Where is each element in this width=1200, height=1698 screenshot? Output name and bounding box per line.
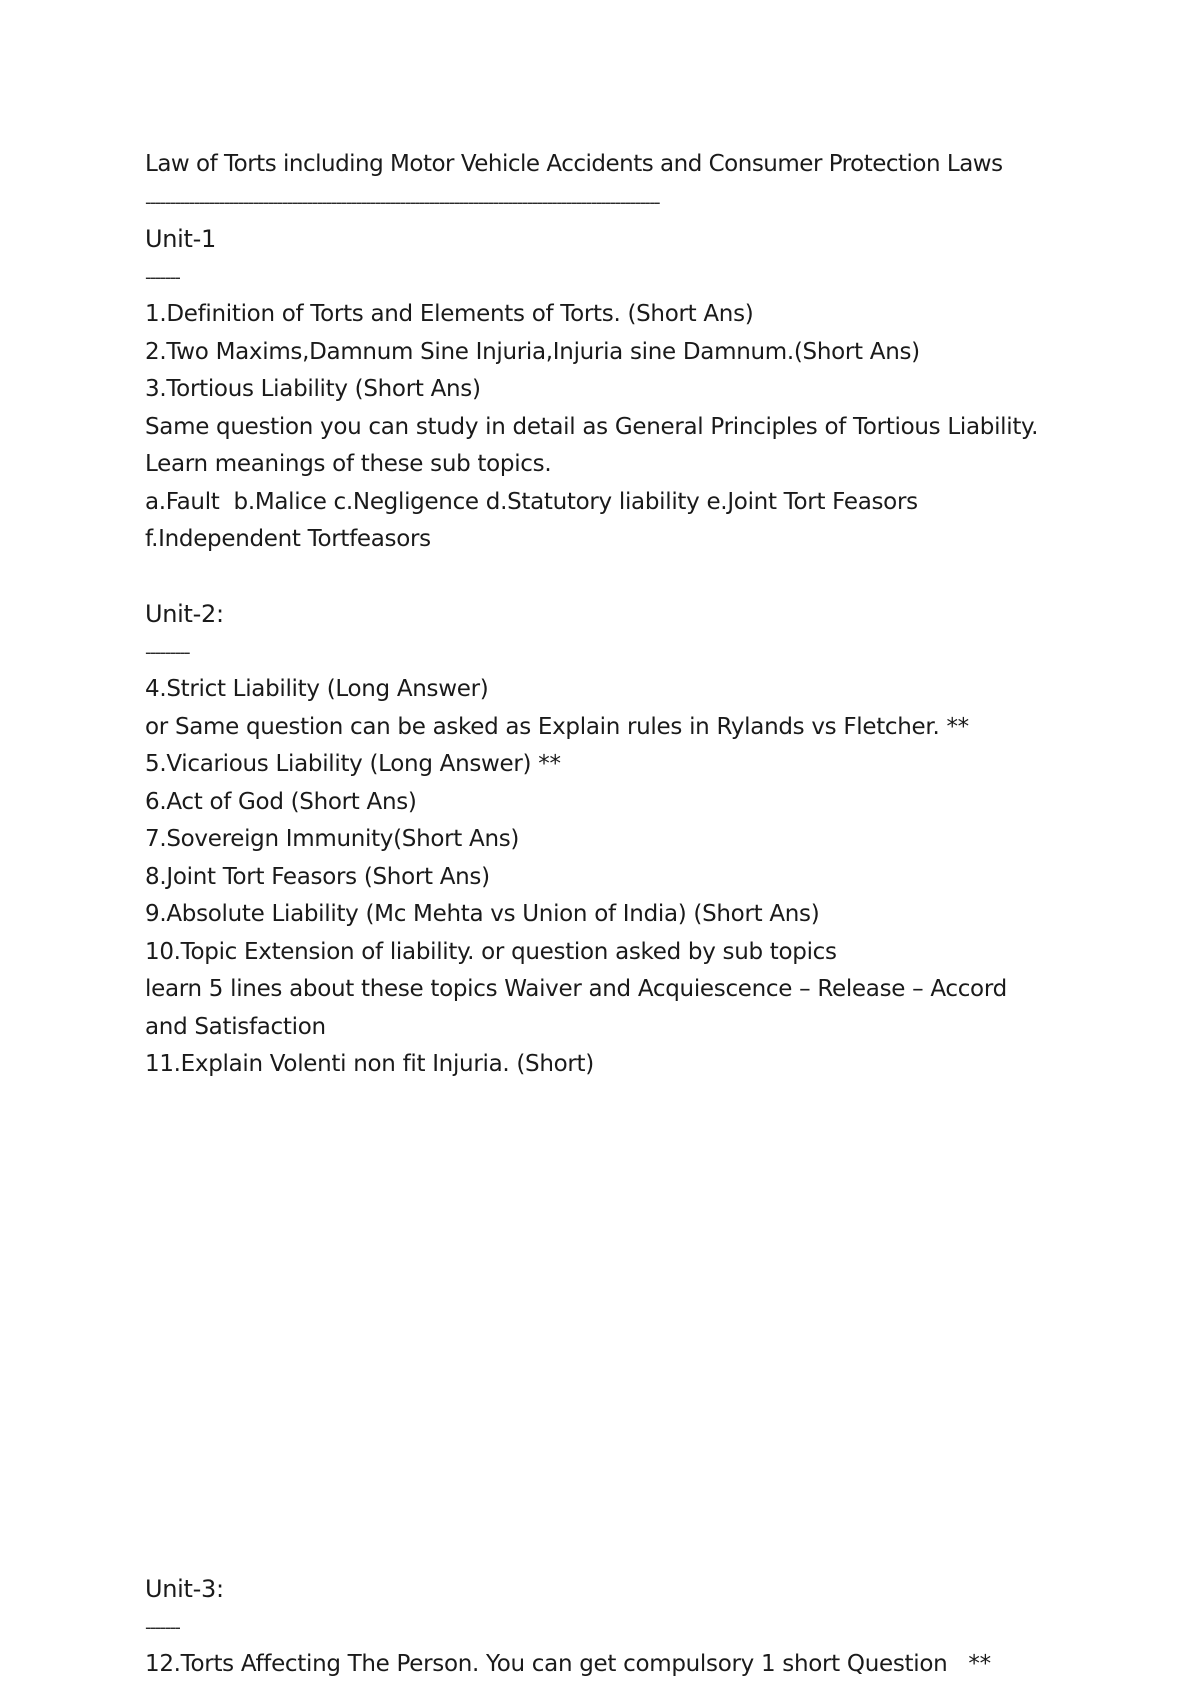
spacer bbox=[145, 1496, 1125, 1534]
unit-3-underline: ------- bbox=[145, 1616, 180, 1638]
unit-3-line-1: 12.Torts Affecting The Person. You can get compulsory 1 short Question ** bbox=[145, 1651, 991, 1677]
unit-1-line-6: a.Fault b.Malice c.Negligence d.Statutory liability e.Joint Tort Feasors bbox=[145, 488, 918, 515]
spacer bbox=[145, 1421, 1125, 1459]
unit-1-underline: ------- bbox=[145, 266, 180, 288]
unit-1-line-7: f.Independent Tortfeasors bbox=[145, 526, 431, 552]
unit-1-line-1: 1.Definition of Torts and Elements of Torts. (Short Ans) bbox=[145, 301, 754, 327]
unit-2-line-3: 5.Vicarious Liability (Long Answer) ** bbox=[145, 751, 561, 777]
unit-2-underline: --------- bbox=[145, 641, 190, 663]
unit-2-line-7: 9.Absolute Liability (Mc Mehta vs Union of India) (Short Ans) bbox=[145, 901, 820, 927]
unit-1-heading: Unit-1 bbox=[145, 225, 216, 253]
unit-3-heading: Unit-3: bbox=[145, 1575, 224, 1603]
title-underline: --------------------------------------------------------------------------------------------------------- bbox=[145, 191, 659, 213]
spacer bbox=[145, 1459, 1125, 1497]
unit-2-line-8: 10.Topic Extension of liability. or question asked by sub topics bbox=[145, 938, 837, 965]
unit-1-line-2: 2.Two Maxims,Damnum Sine Injuria,Injuria sine Damnum.(Short Ans) bbox=[145, 338, 920, 365]
unit-2-line-11: 11.Explain Volenti non fit Injuria. (Short) bbox=[145, 1051, 594, 1077]
unit-1-line-4: Same question you can study in detail as General Principles of Tortious Liability. bbox=[145, 413, 1039, 440]
document-title: Law of Torts including Motor Vehicle Accidents and Consumer Protection Laws bbox=[145, 151, 1003, 177]
document-body bbox=[145, 146, 1125, 1684]
unit-1-line-3: 3.Tortious Liability (Short Ans) bbox=[145, 376, 481, 402]
unit-2-line-9: learn 5 lines about these topics Waiver and Acquiescence – Release – Accord bbox=[145, 976, 1007, 1002]
unit-2-line-4: 6.Act of God (Short Ans) bbox=[145, 788, 417, 815]
unit-2-line-1: 4.Strict Liability (Long Answer) bbox=[145, 676, 489, 702]
unit-2-line-10: and Satisfaction bbox=[145, 1013, 326, 1040]
unit-2-line-5: 7.Sovereign Immunity(Short Ans) bbox=[145, 826, 520, 852]
unit-2-heading: Unit-2: bbox=[145, 600, 224, 628]
unit-1-line-5: Learn meanings of these sub topics. bbox=[145, 451, 552, 477]
unit-2-line-2: or Same question can be asked as Explain rules in Rylands vs Fletcher. ** bbox=[145, 713, 969, 740]
spacer bbox=[145, 559, 1125, 597]
unit-2-line-6: 8.Joint Tort Feasors (Short Ans) bbox=[145, 863, 490, 890]
page-gap bbox=[145, 1084, 1125, 1384]
spacer bbox=[145, 1384, 1125, 1422]
spacer bbox=[145, 1534, 1125, 1572]
